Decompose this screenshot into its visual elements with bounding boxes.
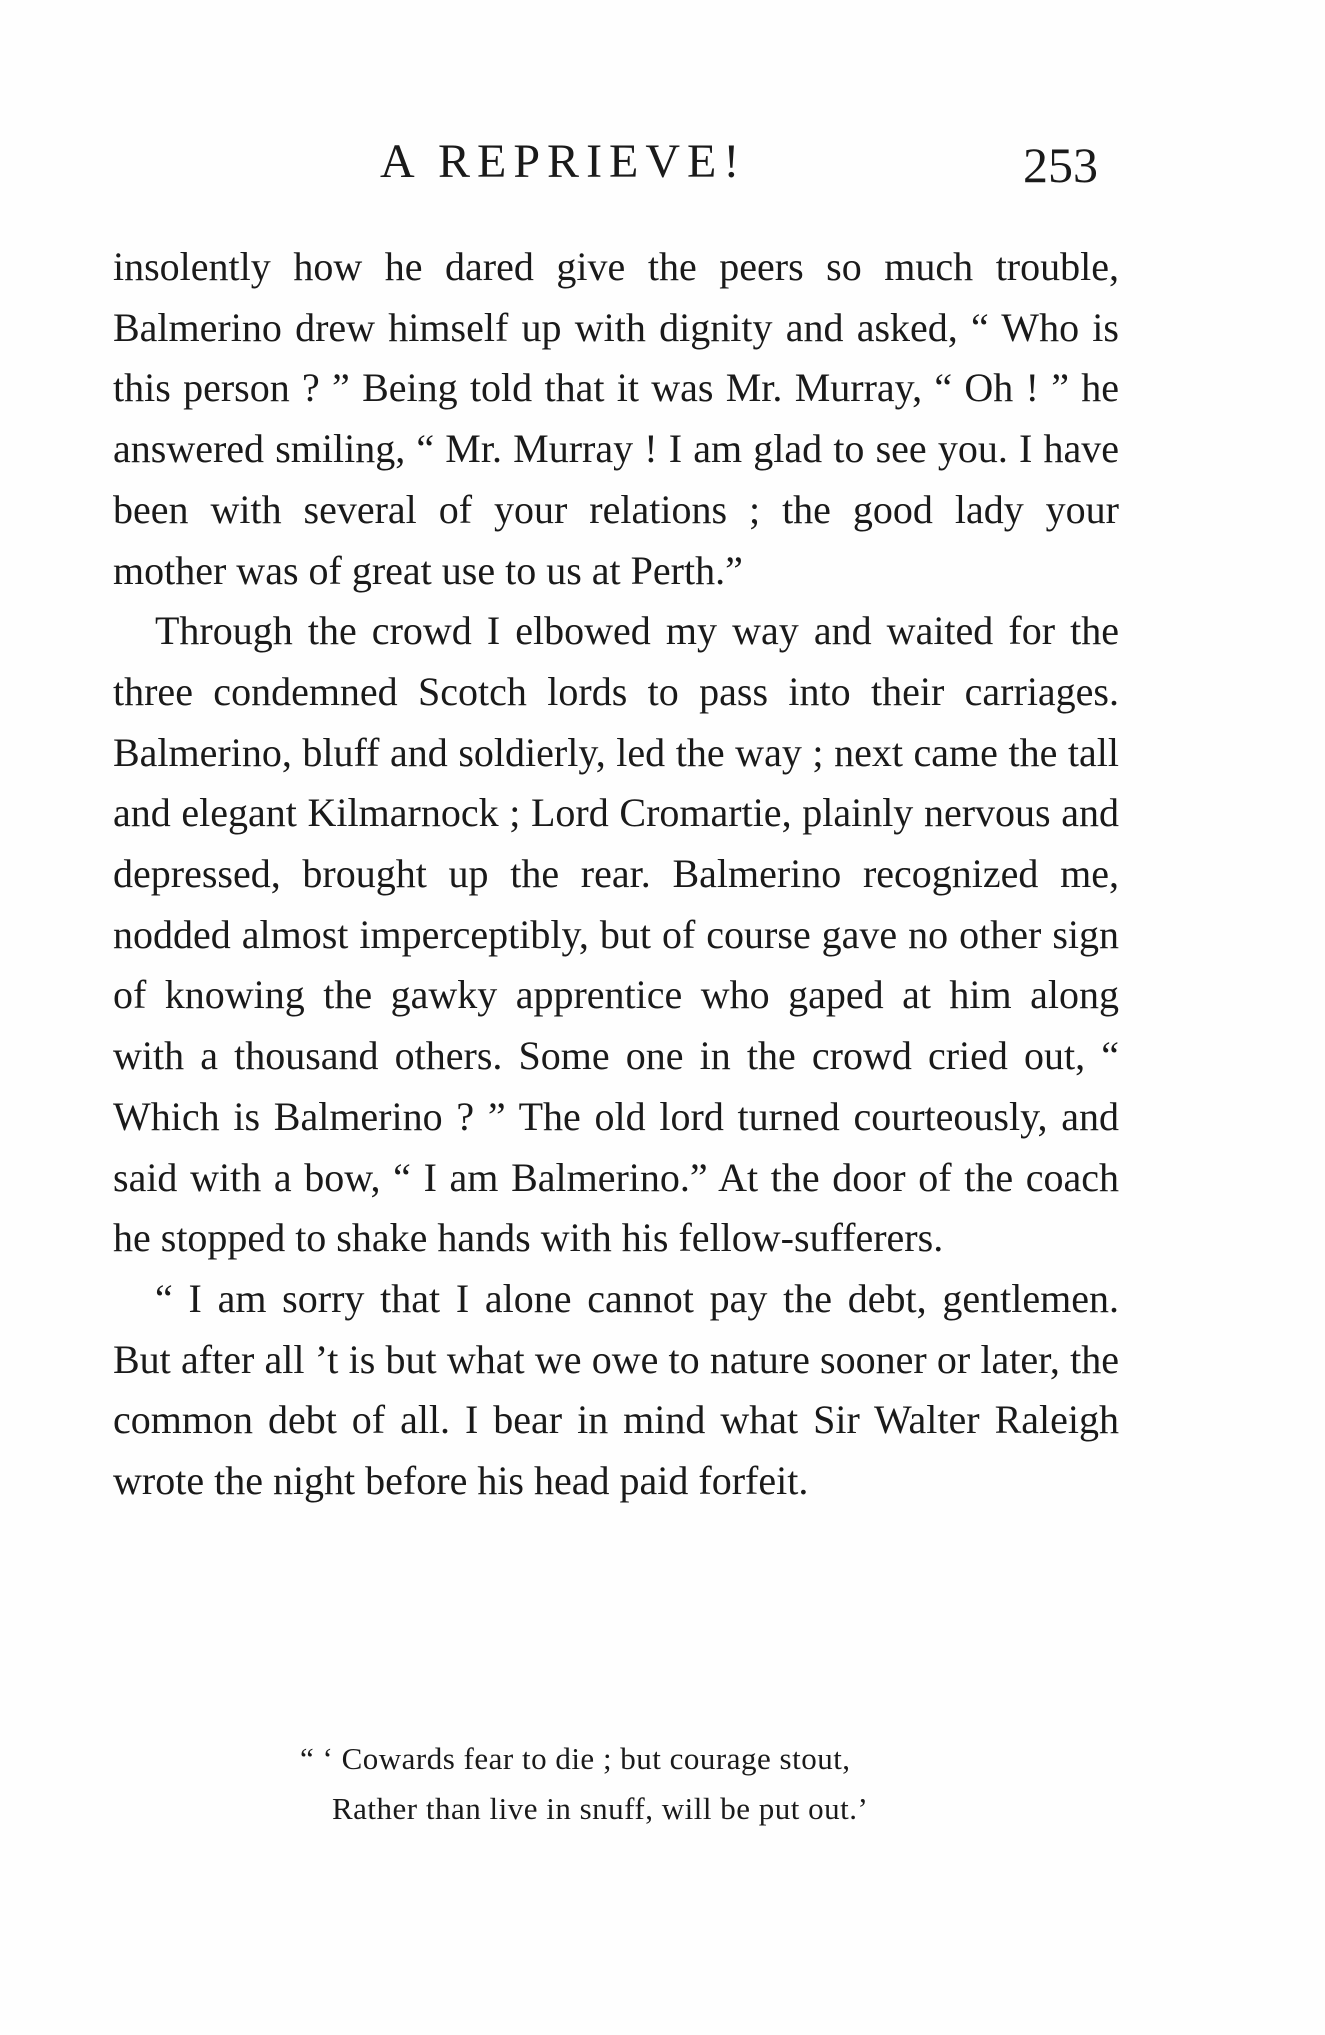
paragraph-continued: insolently how he dared give the peers so much trouble, Balmerino drew himself up with dignity and asked, “ Who is this person ? ” Being told that it was Mr. Murray, “ Oh ! ” he answered smiling, “ Mr. Murray ! I am glad to see you. I have been with several of your relations ; the good lady your mother was of great use to us at Perth.” bbox=[113, 244, 1119, 593]
body-text bbox=[113, 237, 1119, 1512]
paragraph-balmerino-speech: “ I am sorry that I alone cannot pay the debt, gentlemen. But after all ’t is but what we owe to nature sooner or later, the common debt of all. I bear in mind what Sir Walter Raleigh wrote the night before his head paid forfeit. bbox=[113, 1275, 1119, 1504]
verse-line: “ ‘ Cowards fear to die ; but courage stout, bbox=[300, 1741, 851, 1776]
running-title: A REPRIEVE! bbox=[380, 135, 747, 188]
page-number: 253 bbox=[1023, 137, 1098, 193]
paragraph-crowd: Through the crowd I elbowed my way and waited for the three condemned Scotch lords to pass into their carriages. Balmerino, bluff and soldierly, led the way ; next came the tall and elegant Kilmarnock ; Lord Cromartie, plainly nervous and depressed, brought up the rear. Balmerino recognized me, nodded almost imperceptibly, but of course gave no other sign of knowing the gawky apprentice who gaped at him along with a thousand others. Some one in the crowd cried out, “ Which is Balmerino ? ” The old lord turned courteously, and said with a bow, “ I am Balmerino.” At the door of the coach he stopped to shake hands with his fellow-sufferers. bbox=[113, 608, 1119, 1261]
verse-quotation bbox=[300, 1734, 868, 1834]
verse-line: Rather than live in snuff, will be put out.’ bbox=[332, 1791, 869, 1826]
